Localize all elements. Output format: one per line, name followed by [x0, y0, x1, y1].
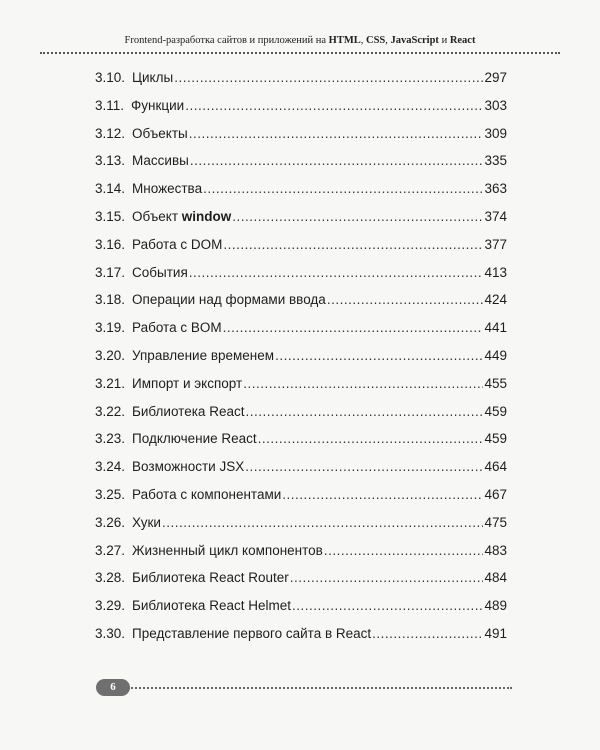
- toc-entry-page: 424: [484, 292, 507, 308]
- toc-entry-page: 467: [484, 486, 507, 502]
- toc-entry-title-text: Хуки: [132, 514, 161, 530]
- toc-entry-title-code: window: [181, 208, 232, 224]
- toc-entry-page: 459: [484, 431, 507, 447]
- toc-dot-leader: [174, 70, 483, 85]
- toc-entry-page: 475: [484, 514, 507, 530]
- toc-entry-title: [131, 98, 184, 113]
- toc-entry-number: 3.14.: [95, 181, 126, 197]
- toc-entry-title-text: Операции над формами ввода: [132, 292, 326, 308]
- toc-entry-title-text: Работа с компонентами: [132, 486, 282, 502]
- toc-dot-leader: [203, 181, 483, 196]
- toc-dot-leader: [162, 515, 484, 530]
- toc-entry-title-text: Возможности JSX: [132, 459, 245, 475]
- toc-dot-leader: [258, 431, 484, 446]
- toc-entry-title: [132, 404, 244, 419]
- toc-entry: [95, 181, 507, 209]
- toc-dot-leader: [185, 98, 483, 113]
- running-header-text: Frontend-разработка сайтов и приложений на: [124, 35, 329, 46]
- running-header-sep-3: и: [438, 35, 450, 46]
- toc-dot-leader: [282, 487, 483, 502]
- running-header-html: HTML: [328, 35, 361, 46]
- running-header-sep-2: ,: [385, 35, 391, 46]
- toc-entry: [95, 515, 507, 543]
- toc-entry: [95, 209, 507, 237]
- toc-entry: [95, 626, 507, 654]
- running-header-css: CSS: [366, 35, 386, 46]
- toc-entry: [95, 376, 507, 404]
- toc-entry-number: 3.22.: [95, 403, 126, 419]
- toc-entry: [95, 570, 507, 598]
- toc-entry-title-text: Множества: [132, 181, 203, 197]
- toc-entry: [95, 404, 507, 432]
- toc-entry-title-text: Библиотека React: [132, 403, 245, 419]
- toc-entry-page: 484: [484, 570, 507, 586]
- toc-entry-title: [132, 70, 173, 85]
- toc-entry: [95, 98, 507, 126]
- toc-entry-page: 303: [484, 97, 507, 113]
- toc-entry: [95, 431, 507, 459]
- toc-dot-leader: [189, 126, 484, 141]
- toc-dot-leader: [245, 404, 483, 419]
- toc-entry-title-text: Библиотека React Helmet: [132, 598, 291, 614]
- toc-entry-page: 441: [484, 320, 507, 336]
- toc-entry-page: 459: [484, 403, 507, 419]
- toc-entry-title-text: Управление временем: [132, 347, 275, 363]
- toc-entry: [95, 348, 507, 376]
- toc-entry-title: [132, 543, 323, 558]
- running-header-react: React: [449, 35, 476, 46]
- toc-entry-title: [132, 459, 244, 474]
- toc-entry-number: 3.13.: [95, 153, 126, 169]
- toc-entry-number: 3.21.: [95, 375, 126, 391]
- toc-entry-page: 309: [484, 125, 507, 141]
- toc-entry: [95, 320, 507, 348]
- toc-entry-title-text: Циклы: [132, 70, 174, 85]
- toc-entry-number: 3.18.: [95, 292, 126, 308]
- toc-entry-number: 3.10.: [95, 70, 126, 85]
- toc-entry-title: [132, 515, 161, 530]
- toc-entry-title: [132, 431, 257, 446]
- toc-entry-number: 3.26.: [95, 514, 126, 530]
- toc-dot-leader: [223, 237, 483, 252]
- toc-entry: [95, 292, 507, 320]
- toc-dot-leader: [243, 376, 483, 391]
- table-of-contents: [95, 70, 507, 654]
- toc-entry-title: [132, 348, 274, 363]
- toc-dot-leader: [223, 320, 484, 335]
- toc-entry-number: 3.12.: [95, 125, 126, 141]
- running-header-javascript: JavaScript: [390, 35, 439, 46]
- toc-entry-page: 464: [484, 459, 507, 475]
- toc-entry-title: [132, 292, 326, 307]
- toc-entry-title-text: События: [132, 264, 188, 280]
- toc-entry-number: 3.28.: [95, 570, 126, 586]
- toc-dot-leader: [190, 153, 484, 168]
- toc-entry-number: 3.25.: [95, 486, 126, 502]
- toc-entry-title: [132, 570, 289, 585]
- toc-entry-title-text: Массивы: [132, 153, 189, 169]
- toc-entry-page: 374: [484, 208, 507, 224]
- toc-dot-leader: [324, 543, 484, 558]
- toc-dot-leader: [232, 209, 483, 224]
- toc-entry: [95, 70, 507, 98]
- toc-entry-title-text: Объект: [132, 208, 182, 224]
- toc-entry: [95, 598, 507, 626]
- toc-entry-title: [132, 487, 281, 502]
- toc-entry-title-text: Импорт и экспорт: [132, 375, 243, 391]
- toc-entry-page: 377: [484, 236, 507, 252]
- toc-entry-page: 363: [484, 181, 507, 197]
- toc-entry-title: [132, 626, 371, 641]
- toc-entry-title: [132, 598, 291, 613]
- toc-entry: [95, 153, 507, 181]
- toc-entry-title-text: Работа с DOM: [132, 236, 223, 252]
- toc-entry-title: [132, 265, 188, 280]
- toc-entry: [95, 237, 507, 265]
- toc-dot-leader: [372, 626, 483, 641]
- toc-entry-title: [132, 320, 222, 335]
- toc-entry-page: 413: [484, 264, 507, 280]
- running-header: [0, 35, 600, 46]
- toc-dot-leader: [245, 459, 483, 474]
- toc-entry-title: [132, 181, 202, 196]
- toc-entry-page: 297: [484, 70, 507, 85]
- toc-entry-page: 335: [484, 153, 507, 169]
- toc-entry-number: 3.15.: [95, 208, 126, 224]
- toc-entry-title-text: Представление первого сайта в React: [132, 625, 372, 641]
- toc-dot-leader: [292, 598, 484, 613]
- toc-entry-page: 489: [484, 598, 507, 614]
- running-header-sep-1: ,: [360, 35, 366, 46]
- toc-dot-leader: [275, 348, 483, 363]
- toc-entry-title: [132, 376, 242, 391]
- toc-entry-number: 3.17.: [95, 264, 126, 280]
- toc-entry-title-text: Подключение React: [132, 431, 257, 447]
- toc-entry-number: 3.11.: [95, 97, 125, 113]
- toc-entry-number: 3.30.: [95, 625, 126, 641]
- toc-dot-leader: [290, 570, 484, 585]
- toc-entry: [95, 459, 507, 487]
- toc-entry-page: 483: [484, 542, 507, 558]
- toc-entry: [95, 126, 507, 154]
- toc-entry: [95, 543, 507, 571]
- toc-entry-title-text: Библиотека React Router: [132, 570, 289, 586]
- toc-entry-page: 455: [484, 375, 507, 391]
- toc-entry-number: 3.16.: [95, 236, 126, 252]
- toc-entry-page: 491: [484, 625, 507, 641]
- page-number-badge: 6: [96, 679, 130, 696]
- toc-entry-number: 3.29.: [95, 598, 126, 614]
- toc-dot-leader: [189, 265, 484, 280]
- toc-entry-number: 3.27.: [95, 542, 126, 558]
- toc-entry-title: [132, 153, 189, 168]
- toc-entry: [95, 265, 507, 293]
- toc-entry-title-text: Функции: [131, 97, 185, 113]
- toc-entry-number: 3.20.: [95, 347, 126, 363]
- footer-dotted-rule: [128, 687, 512, 689]
- toc-entry-title-text: Работа с BOM: [132, 320, 222, 336]
- toc-entry-number: 3.24.: [95, 459, 126, 475]
- toc-dot-leader: [327, 292, 484, 307]
- toc-entry-number: 3.19.: [95, 320, 126, 336]
- toc-entry-title: [132, 126, 188, 141]
- toc-entry-page: 449: [484, 347, 507, 363]
- toc-entry-title-text: Объекты: [132, 125, 188, 141]
- header-dotted-rule: [40, 52, 560, 54]
- toc-entry: [95, 487, 507, 515]
- toc-entry-title-text: Жизненный цикл компонентов: [132, 542, 323, 558]
- toc-entry-number: 3.23.: [95, 431, 126, 447]
- toc-entry-title: [132, 209, 231, 224]
- toc-entry-title: [132, 237, 222, 252]
